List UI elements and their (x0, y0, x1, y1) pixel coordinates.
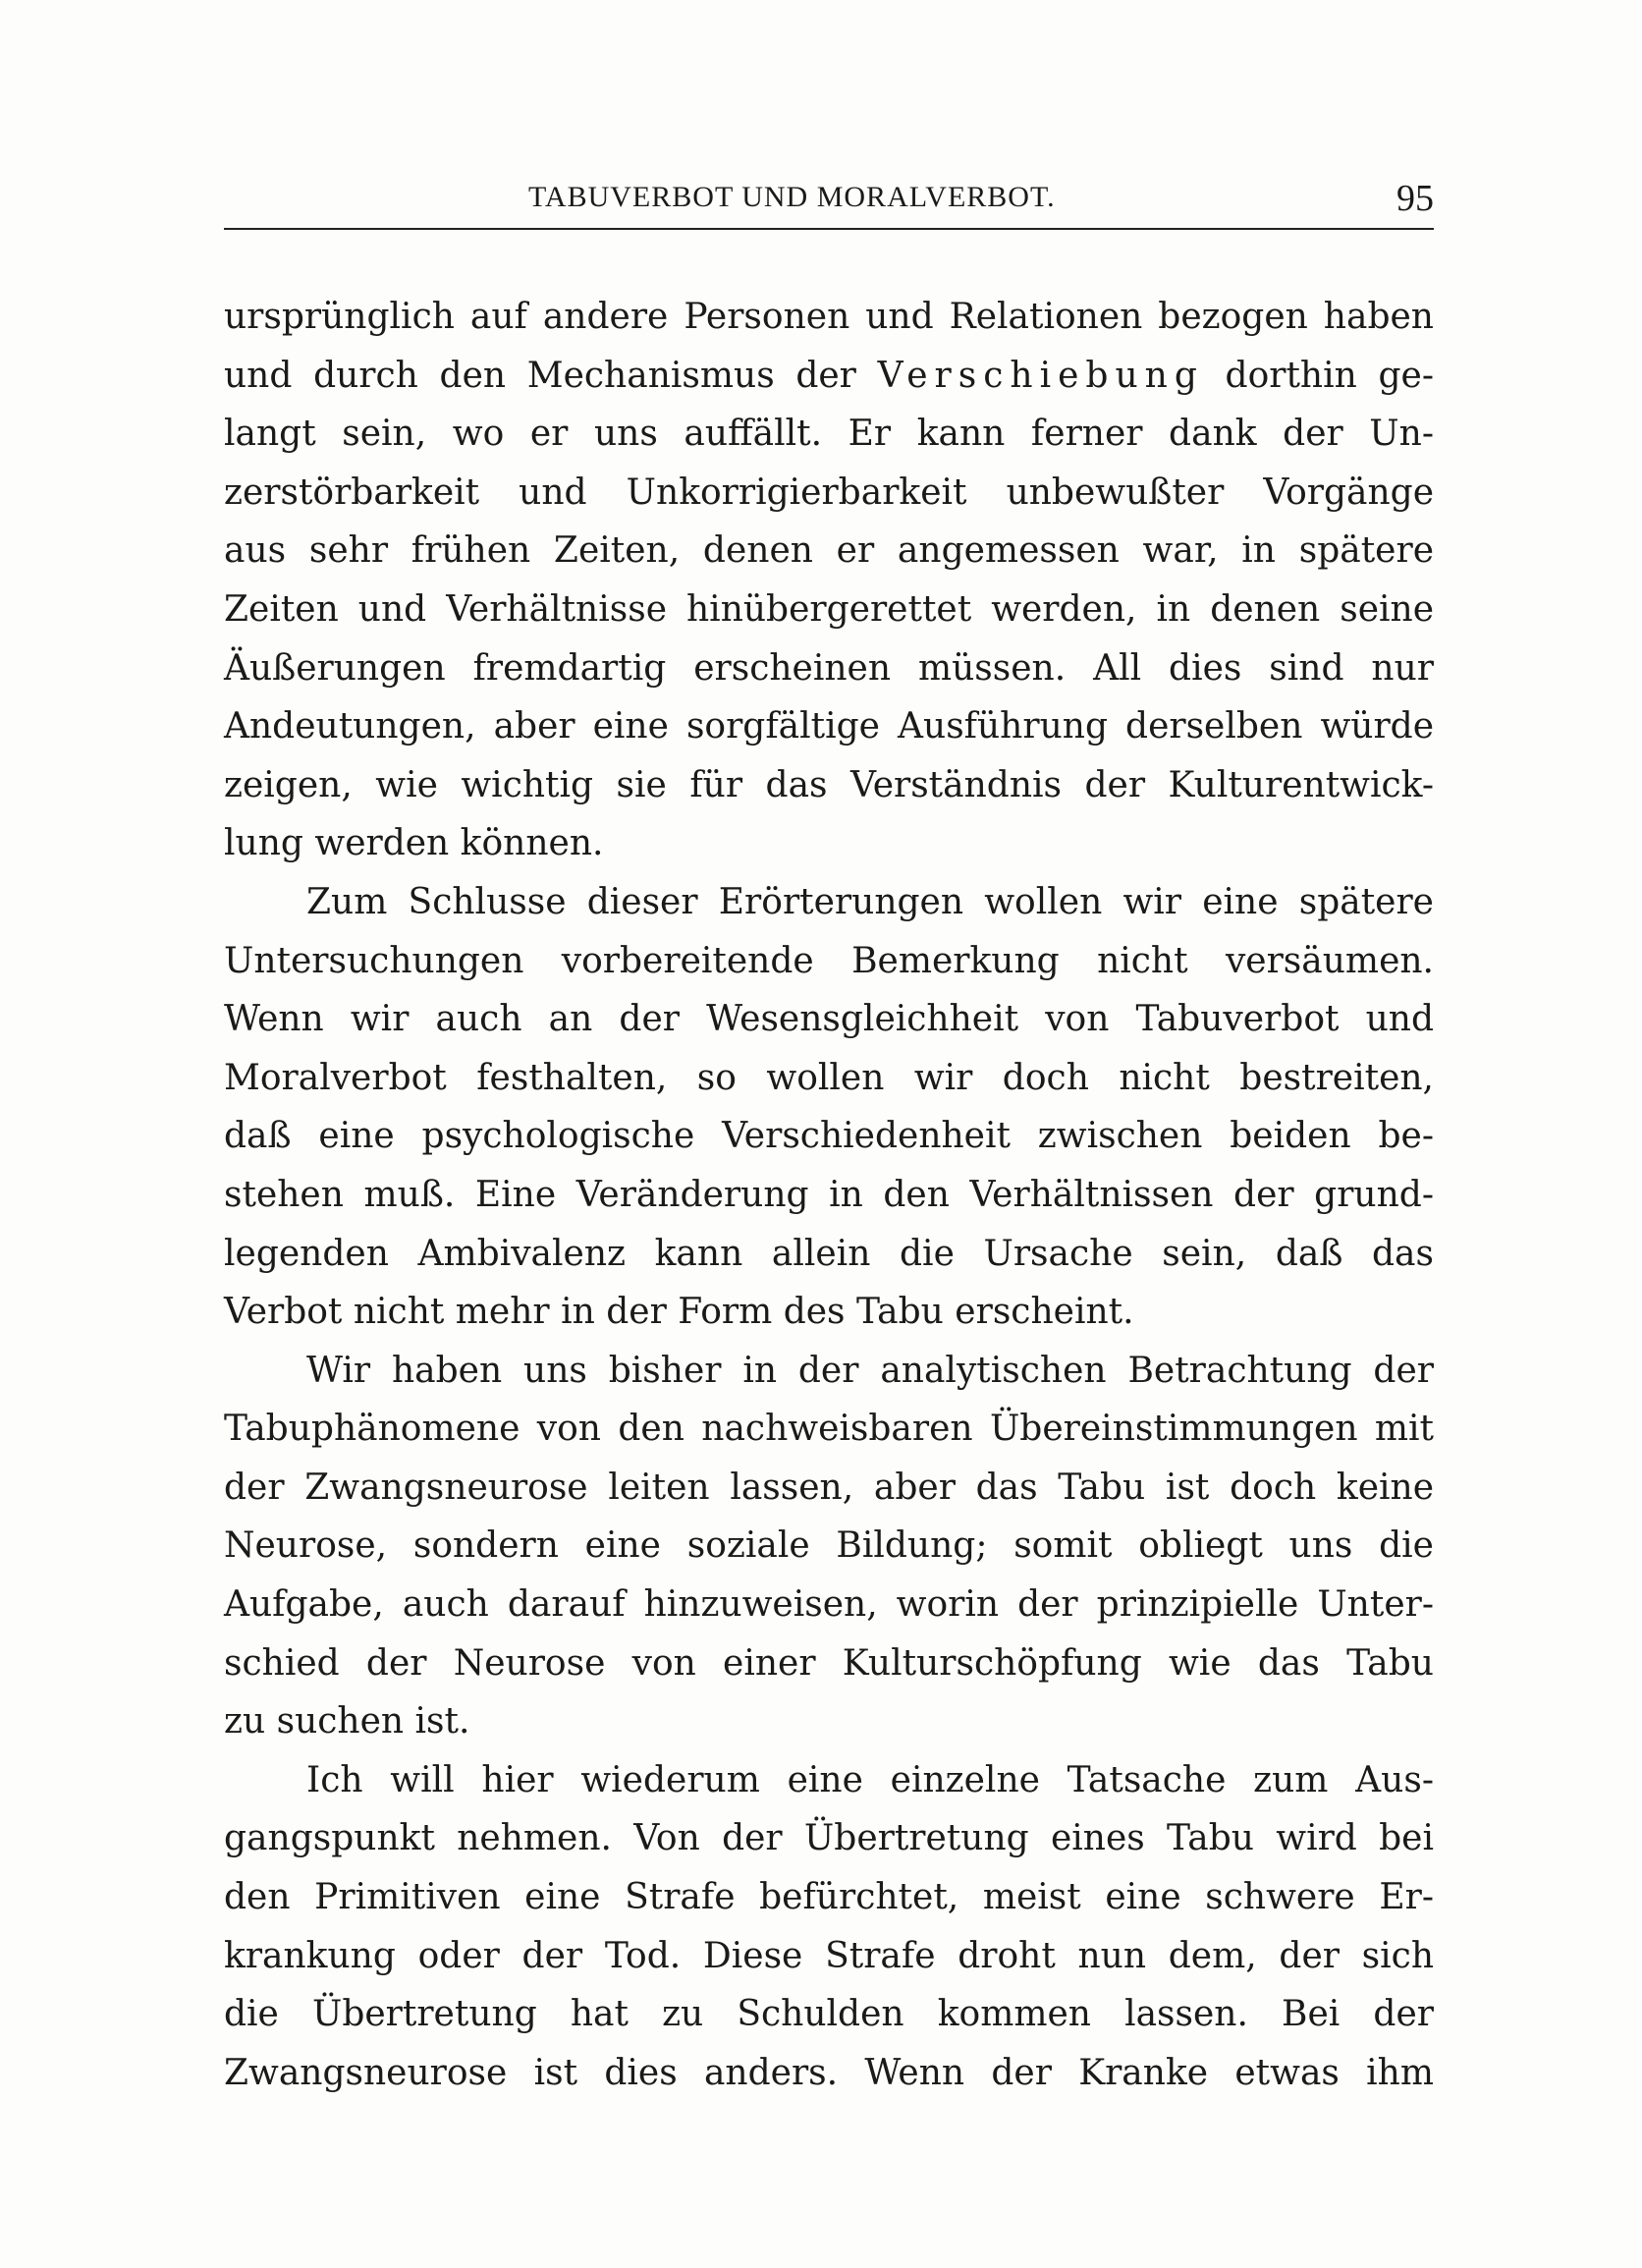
text-line: ursprünglich auf andere Personen und Relationen bezogen haben (224, 297, 1434, 337)
text-line: Wenn wir auch an der Wesensgleichheit von Tabuverbot und (224, 999, 1434, 1040)
text-line: zu suchen ist. (224, 1701, 470, 1742)
text-line: gangspunkt nehmen. Von der Übertretung eines Tabu wird bei (224, 1818, 1434, 1859)
page-number: 95 (1396, 178, 1434, 219)
text-line: Andeutungen, aber eine sorgfältige Ausführung derselben würde (224, 706, 1434, 747)
text-line: Wir haben uns bisher in der analytischen Betrachtung der (306, 1350, 1434, 1391)
running-title: TABUVERBOT UND MORALVERBOT. (528, 181, 1056, 213)
text-line: Zeiten und Verhältnisse hinübergerettet werden, in denen seine (224, 588, 1434, 630)
text-line: langt sein, wo er uns auffällt. Er kann ferner dank der Un- (224, 414, 1434, 455)
text-line: Moralverbot festhalten, so wollen wir doch nicht bestreiten, (224, 1057, 1434, 1098)
text-line: schied der Neurose von einer Kulturschöpfung wie das Tabu (224, 1642, 1434, 1684)
text-fragment: und durch den Mechanismus der (224, 355, 878, 396)
page-header (224, 177, 1434, 226)
text-line: legenden Ambivalenz kann allein die Ursache sein, daß das (224, 1233, 1434, 1274)
text-line: die Übertretung hat zu Schulden kommen lassen. Bei der (224, 1994, 1434, 2035)
text-fragment: dorthin ge- (1203, 355, 1434, 396)
text-line: aus sehr frühen Zeiten, denen er angemessen war, in spätere (224, 530, 1434, 572)
text-line: der Zwangsneurose leiten lassen, aber das Tabu ist doch keine (224, 1466, 1434, 1508)
text-line: daß eine psychologische Verschiedenheit zwischen beiden be- (224, 1116, 1434, 1157)
text-line: zerstörbarkeit und Unkorrigierbarkeit unbewußter Vorgänge (224, 471, 1434, 513)
text-line (224, 347, 1434, 406)
text-line: den Primitiven eine Strafe befürchtet, meist eine schwere Er- (224, 1877, 1434, 1918)
text-line: Neurose, sondern eine soziale Bildung; somit obliegt uns die (224, 1525, 1434, 1567)
text-line: Zwangsneurose ist dies anders. Wenn der Kranke etwas ihm (224, 2052, 1434, 2093)
text-line: Zum Schlusse dieser Erörterungen wollen wir eine spätere (306, 881, 1434, 922)
text-line: Ich will hier wiederum eine einzelne Tatsache zum Aus- (306, 1759, 1434, 1800)
header-rule (224, 228, 1434, 230)
text-line: Verbot nicht mehr in der Form des Tabu erscheint. (224, 1292, 1134, 1333)
text-line: Tabuphänomene von den nachweisbaren Übereinstimmungen mit (224, 1409, 1434, 1450)
text-line: lung werden können. (224, 823, 604, 864)
body-text (224, 288, 1434, 2102)
text-line: stehen muß. Eine Veränderung in den Verhältnissen der grund- (224, 1174, 1434, 1215)
spaced-emphasis: Verschiebung (877, 355, 1204, 396)
text-line: zeigen, wie wichtig sie für das Verständnis der Kulturentwick- (224, 764, 1434, 805)
text-line: krankung oder der Tod. Diese Strafe droht nun dem, der sich (224, 1935, 1434, 1976)
text-line: Äußerungen fremdartig erscheinen müssen. All dies sind nur (224, 647, 1434, 689)
text-line: Aufgabe, auch darauf hinzuweisen, worin der prinzipielle Unter- (224, 1584, 1434, 1626)
text-line: Untersuchungen vorbereitende Bemerkung nicht versäumen. (224, 940, 1434, 981)
